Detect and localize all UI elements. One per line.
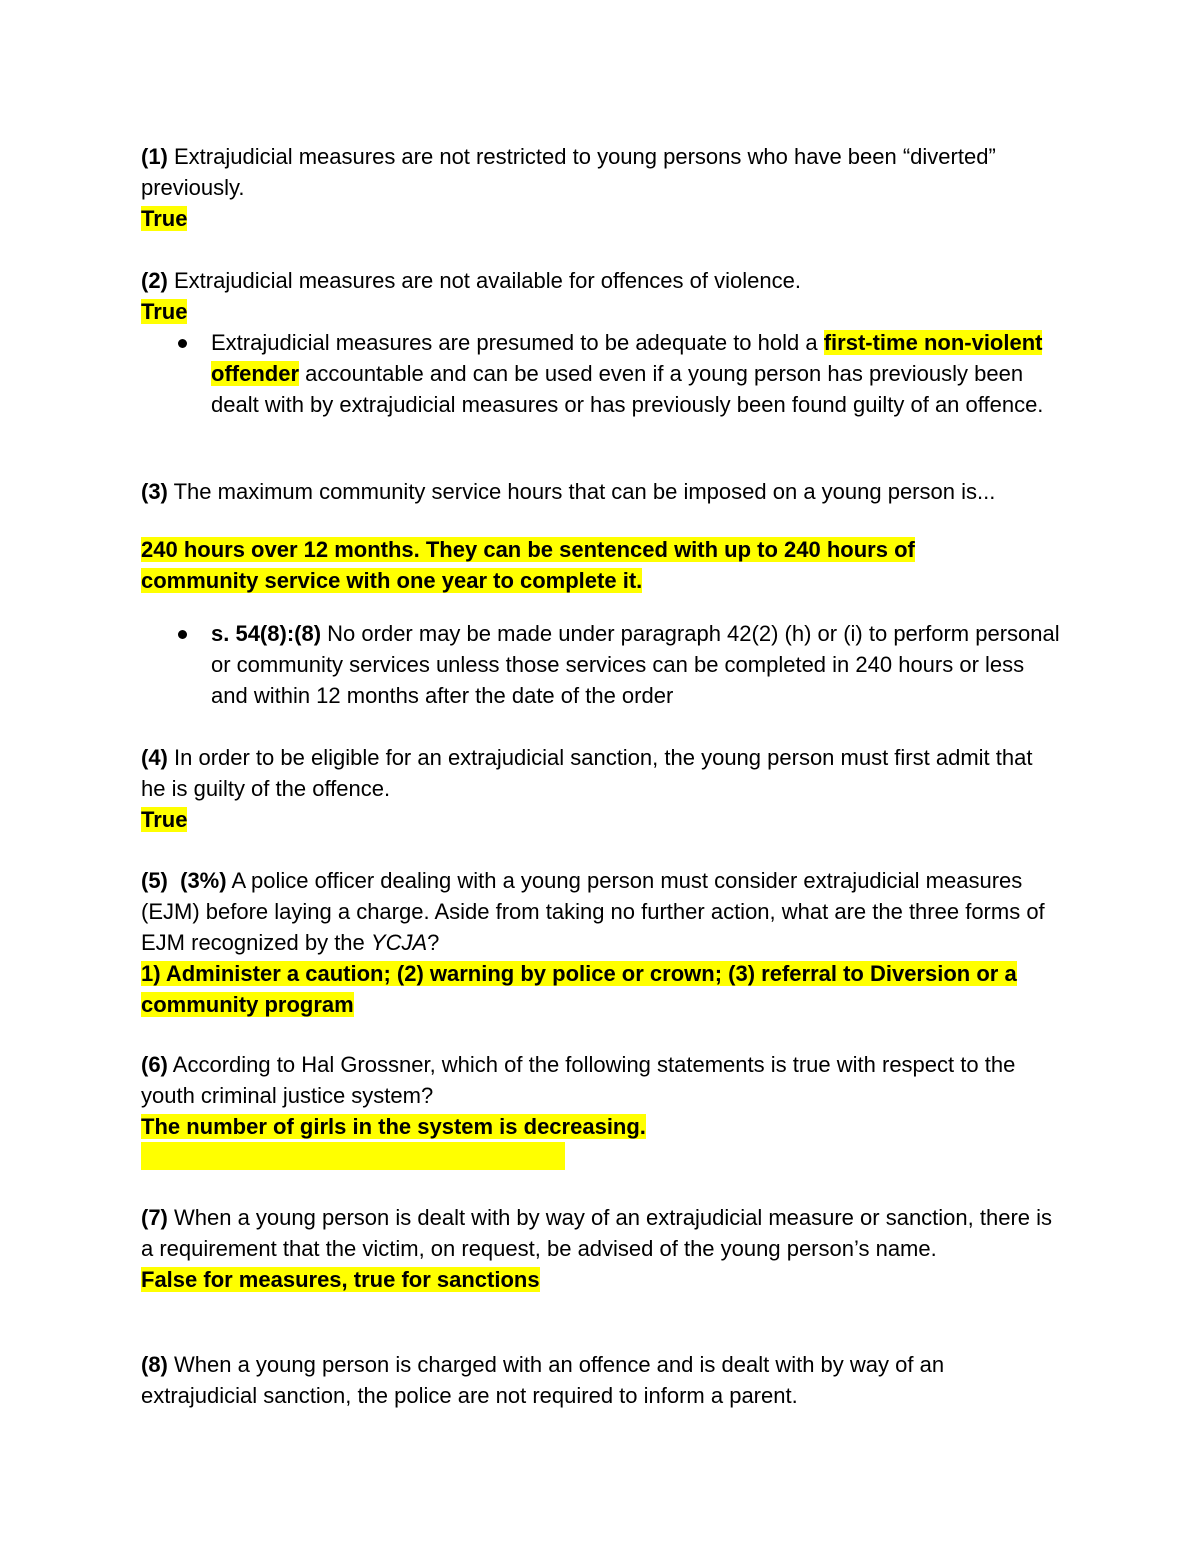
answer-5: 1) Administer a caution; (2) warning by police or crown; (3) referral to Diversion or a community program — [141, 961, 1017, 1017]
question-number: (2) — [141, 268, 168, 293]
highlight: first-time non-violent offender — [211, 330, 1043, 386]
empty-highlight — [141, 1142, 565, 1170]
bullet-icon — [178, 630, 187, 639]
question-5 — [141, 865, 1061, 1020]
answer-6: The number of girls in the system is decreasing. — [141, 1114, 646, 1139]
question-8-text: (8) When a young person is charged with an offence and is dealt with by way of an extrajudicial sanction, the police are not required to inform a parent. — [141, 1352, 945, 1408]
bullet-icon — [178, 339, 187, 348]
answer-3-block — [141, 534, 981, 596]
answer-4: True — [141, 807, 188, 832]
question-6-text: (6) According to Hal Grossner, which of the following statements is true with respect to the youth criminal justice system? — [141, 1052, 1016, 1108]
question-number: (1) — [141, 144, 168, 169]
question-2-text: (2) Extrajudicial measures are not available for offences of violence. — [141, 268, 801, 293]
question-weight: (3%) — [180, 868, 227, 893]
question-1 — [141, 141, 1061, 234]
question-6 — [141, 1049, 1061, 1170]
question-number: (8) — [141, 1352, 168, 1377]
question-7 — [141, 1202, 1061, 1295]
question-2 — [141, 265, 1061, 420]
question-7-text: (7) When a young person is dealt with by way of an extrajudicial measure or sanction, there is a requirement that the victim, on request, be advised of the young person’s name. — [141, 1205, 1053, 1261]
question-5-text: (5) (3%) A police officer dealing with a young person must consider extrajudicial measures (EJM) before laying a charge. Aside from taking no further action, what are the three forms of EJM recognized by the YCJA? — [141, 868, 1045, 955]
question-3 — [141, 476, 1061, 507]
bullet-list — [141, 618, 1061, 711]
bullet-list — [141, 327, 1061, 420]
question-number: (7) — [141, 1205, 168, 1230]
question-3-bullet — [141, 618, 1061, 711]
answer-3: 240 hours over 12 months. They can be sentenced with up to 240 hours of community service with one year to complete it. — [141, 537, 915, 593]
list-item: Extrajudicial measures are presumed to be adequate to hold a first-time non-violent offender accountable and can be used even if a young person has previously been dealt with by extrajudicial measures or has previously been found guilty of an offence. — [141, 327, 1061, 420]
question-4 — [141, 742, 1061, 835]
question-number: (5) — [141, 868, 168, 893]
question-number: (4) — [141, 745, 168, 770]
question-number: (3) — [141, 479, 168, 504]
question-1-text: (1) Extrajudicial measures are not restricted to young persons who have been “diverted” previously. — [141, 144, 996, 200]
answer-2: True — [141, 299, 188, 324]
act-name: YCJA — [370, 930, 428, 955]
answer-1: True — [141, 206, 188, 231]
question-number: (6) — [141, 1052, 168, 1077]
answer-7: False for measures, true for sanctions — [141, 1267, 540, 1292]
question-4-text: (4) In order to be eligible for an extrajudicial sanction, the young person must first admit that he is guilty of the offence. — [141, 745, 1033, 801]
list-item: s. 54(8):(8) No order may be made under paragraph 42(2) (h) or (i) to perform personal or community services unless those services can be completed in 240 hours or less and within 12 months after the date of the order — [141, 618, 1061, 711]
question-8 — [141, 1349, 1061, 1411]
section-reference: s. 54(8):(8) — [211, 621, 322, 646]
question-3-text: (3) The maximum community service hours that can be imposed on a young person is... — [141, 479, 996, 504]
